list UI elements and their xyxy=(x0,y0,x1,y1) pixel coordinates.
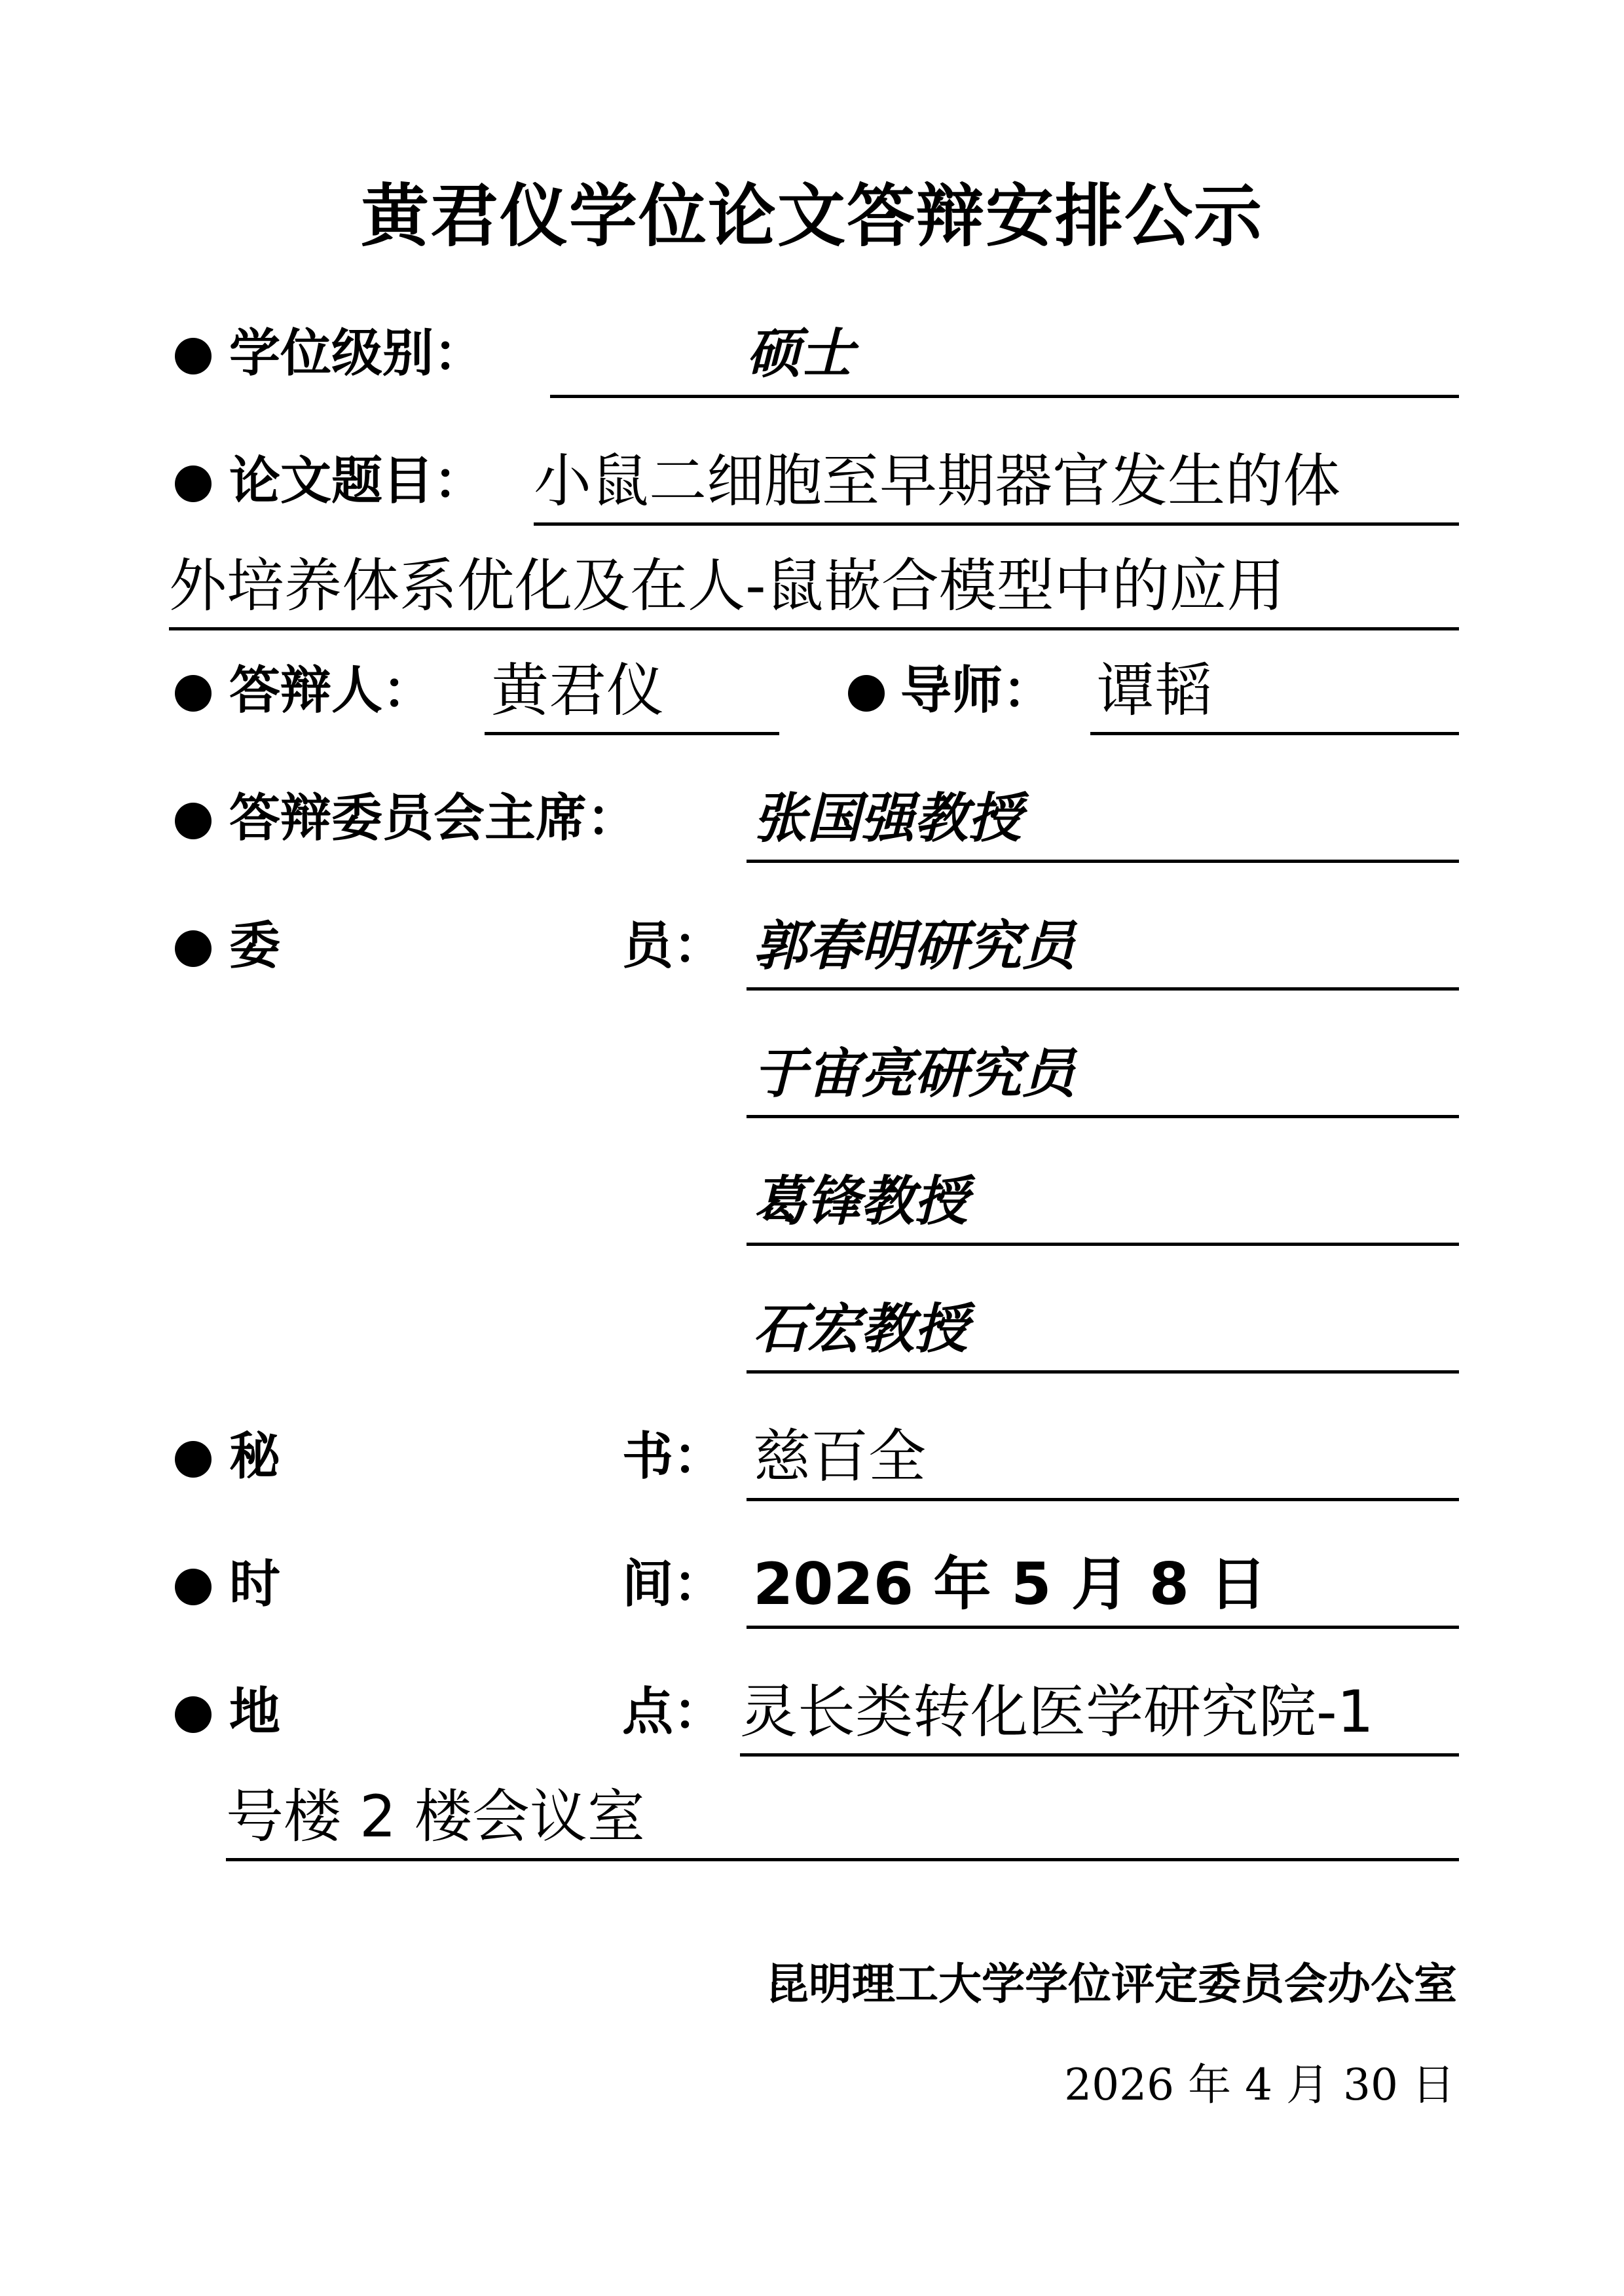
time-label-left: 时 xyxy=(229,1554,281,1614)
place-label-right: 点： xyxy=(622,1682,725,1741)
chair-label: 答辩委员会主席： xyxy=(229,788,638,848)
degree-label: 学位级别： xyxy=(229,323,485,383)
bullet-icon xyxy=(175,1696,212,1733)
time-value: 2026 年 5 月 8 日 xyxy=(747,1539,1459,1629)
place-line-2: 号楼 2 楼会议室 xyxy=(226,1771,1459,1861)
place-label-left: 地 xyxy=(229,1682,281,1741)
bullet-icon xyxy=(175,675,212,712)
bullet-icon xyxy=(175,465,212,502)
secretary-row xyxy=(0,1411,1624,1496)
time-row xyxy=(0,1539,1624,1624)
members-label-right: 员： xyxy=(622,916,725,975)
thesis-row xyxy=(0,435,1624,520)
degree-row xyxy=(0,308,1624,393)
members-label-left: 委 xyxy=(229,916,281,975)
members-row xyxy=(0,1283,1624,1368)
time-label-right: 间： xyxy=(622,1554,725,1614)
page-title: 黄君仪学位论文答辩安排公示 xyxy=(360,176,1263,256)
defender-label: 答辩人： xyxy=(229,661,434,720)
member-name: 葛锋教授 xyxy=(747,1156,1459,1246)
members-row xyxy=(0,1156,1624,1241)
thesis-title-line-2: 外培养体系优化及在人-鼠嵌合模型中的应用 xyxy=(169,540,1459,630)
place-line-1: 灵长类转化医学研究院-1 xyxy=(740,1666,1459,1757)
member-name: 于宙亮研究员 xyxy=(747,1028,1459,1118)
secretary-label-left: 秘 xyxy=(229,1427,281,1486)
bullet-icon xyxy=(175,1569,212,1605)
members-row xyxy=(0,1028,1624,1113)
member-name: 郭春明研究员 xyxy=(747,900,1459,991)
member-name: 石宏教授 xyxy=(747,1283,1459,1374)
bullet-icon xyxy=(175,803,212,839)
chair-value: 张国强教授 xyxy=(747,773,1459,863)
bullet-icon xyxy=(175,1441,212,1478)
advisor-value: 谭韬 xyxy=(1090,645,1459,735)
thesis-label: 论文题目： xyxy=(229,451,485,511)
thesis-title-line-1: 小鼠二细胞至早期器官发生的体 xyxy=(534,435,1459,526)
bullet-icon xyxy=(175,338,212,374)
defender-value: 黄君仪 xyxy=(485,645,779,735)
issuing-office: 昆明理工大学学位评定委员会办公室 xyxy=(766,1958,1457,2009)
bullet-icon xyxy=(175,930,212,967)
place-row xyxy=(0,1666,1624,1751)
defender-advisor-row xyxy=(0,645,1624,730)
members-row xyxy=(0,900,1624,985)
advisor-label: 导师： xyxy=(900,661,1054,720)
issue-date: 2026 年 4 月 30 日 xyxy=(1064,2060,1455,2110)
bullet-icon xyxy=(848,675,885,712)
secretary-value: 慈百全 xyxy=(747,1411,1459,1501)
degree-value: 硕士 xyxy=(550,308,1459,398)
secretary-label-right: 书： xyxy=(622,1427,725,1486)
chair-row xyxy=(0,773,1624,858)
